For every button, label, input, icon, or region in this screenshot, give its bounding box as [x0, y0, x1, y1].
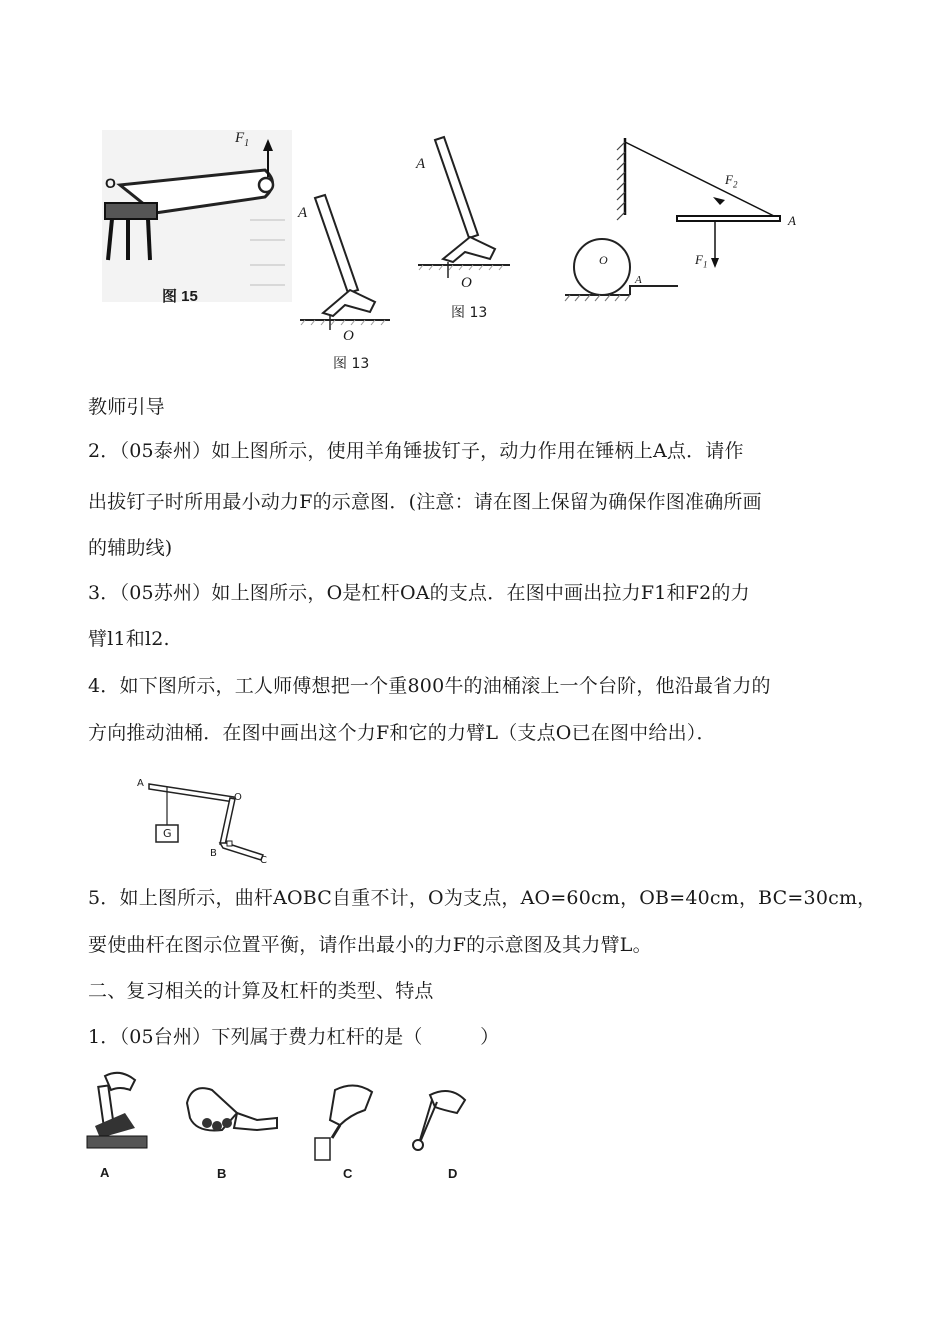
option-d-label: D [448, 1166, 458, 1181]
section-2-title: 二、复习相关的计算及杠杆的类型、特点 [88, 980, 434, 1002]
option-d-figure [405, 1085, 475, 1183]
question-3-line-1: 3．（05苏州）如上图所示，O是杠杆OA的支点．在图中画出拉力F1和F2的力 [88, 582, 750, 604]
point-a-label: A [416, 156, 426, 172]
pivot-o-label: O [234, 792, 242, 803]
claw-hammer-drawing [295, 190, 395, 375]
f2-label: $F_2$ [725, 172, 738, 190]
section-title-teacher-guide: 教师引导 [88, 396, 165, 418]
question-3-line-2: 臂l1和l2. [88, 628, 170, 650]
f1-label: $F_1$ [235, 130, 250, 149]
question-2-line-3: 的辅助线) [88, 537, 173, 559]
crank-lever-drawing [135, 775, 275, 870]
point-a-label: A [137, 778, 144, 789]
figure-caption: 图 13 [333, 356, 370, 372]
figure-caption: 图 15 [162, 288, 198, 305]
pivot-o-label: O [343, 328, 354, 344]
option-b-label: B [217, 1166, 227, 1181]
option-a-label: A [100, 1165, 110, 1180]
point-c-label: C [260, 855, 267, 866]
bottle-opener-hand-drawing [310, 1080, 380, 1160]
center-o-label: O [599, 253, 608, 267]
oil-barrel-drawing [560, 238, 685, 308]
question-2-line-2: 出拔钉子时所用最小动力F的示意图．(注意：请在图上保留为确保作图准确所画 [88, 491, 762, 513]
point-a-label: A [788, 213, 796, 228]
question-1-text: 1．（05台州）下列属于费力杠杆的是（ ） [88, 1026, 500, 1048]
point-b-label: B [210, 848, 217, 859]
question-5-line-1: 5．如上图所示，曲杆AOBC自重不计，O为支点，AO=60cm，OB=40cm，BC=30cm， [88, 887, 877, 909]
hammer-figure-2 [415, 135, 515, 320]
nail-puller-hand-drawing [85, 1068, 155, 1158]
pivot-o-label: O [461, 275, 472, 291]
question-4-line-1: 4．如下图所示，工人师傅想把一个重800牛的油桶滚上一个台阶，他沿最省力的 [88, 675, 771, 697]
point-a-label: A [298, 205, 308, 221]
figure-15 [100, 125, 300, 305]
option-a-figure [85, 1068, 155, 1183]
weight-g-label: G [163, 827, 172, 840]
f1-label: $F_1$ [695, 252, 708, 270]
figure-caption: 图 13 [451, 305, 488, 321]
crank-lever-figure [135, 775, 275, 870]
step-a-label: A [635, 274, 642, 286]
option-b-figure [182, 1078, 282, 1183]
option-c-figure [310, 1080, 380, 1183]
clamp-lever-drawing [100, 125, 300, 305]
question-4-line-2: 方向推动油桶．在图中画出这个力F和它的力臂L（支点O已在图中给出）． [88, 722, 716, 744]
option-c-label: C [343, 1166, 353, 1181]
claw-hammer-drawing [415, 135, 515, 275]
question-2-line-1: 2．（05泰州）如上图所示，使用羊角锤拔钉子，动力作用在锤柄上A点．请作 [88, 440, 744, 462]
o-label: O [105, 175, 116, 191]
pliers-hand-drawing [182, 1078, 282, 1158]
barrel-step-figure [560, 238, 685, 308]
tweezers-hand-drawing [405, 1085, 475, 1155]
hammer-figure-1 [295, 190, 395, 375]
question-5-line-2: 要使曲杆在图示位置平衡，请作出最小的力F的示意图及其力臂L。 [88, 934, 652, 956]
